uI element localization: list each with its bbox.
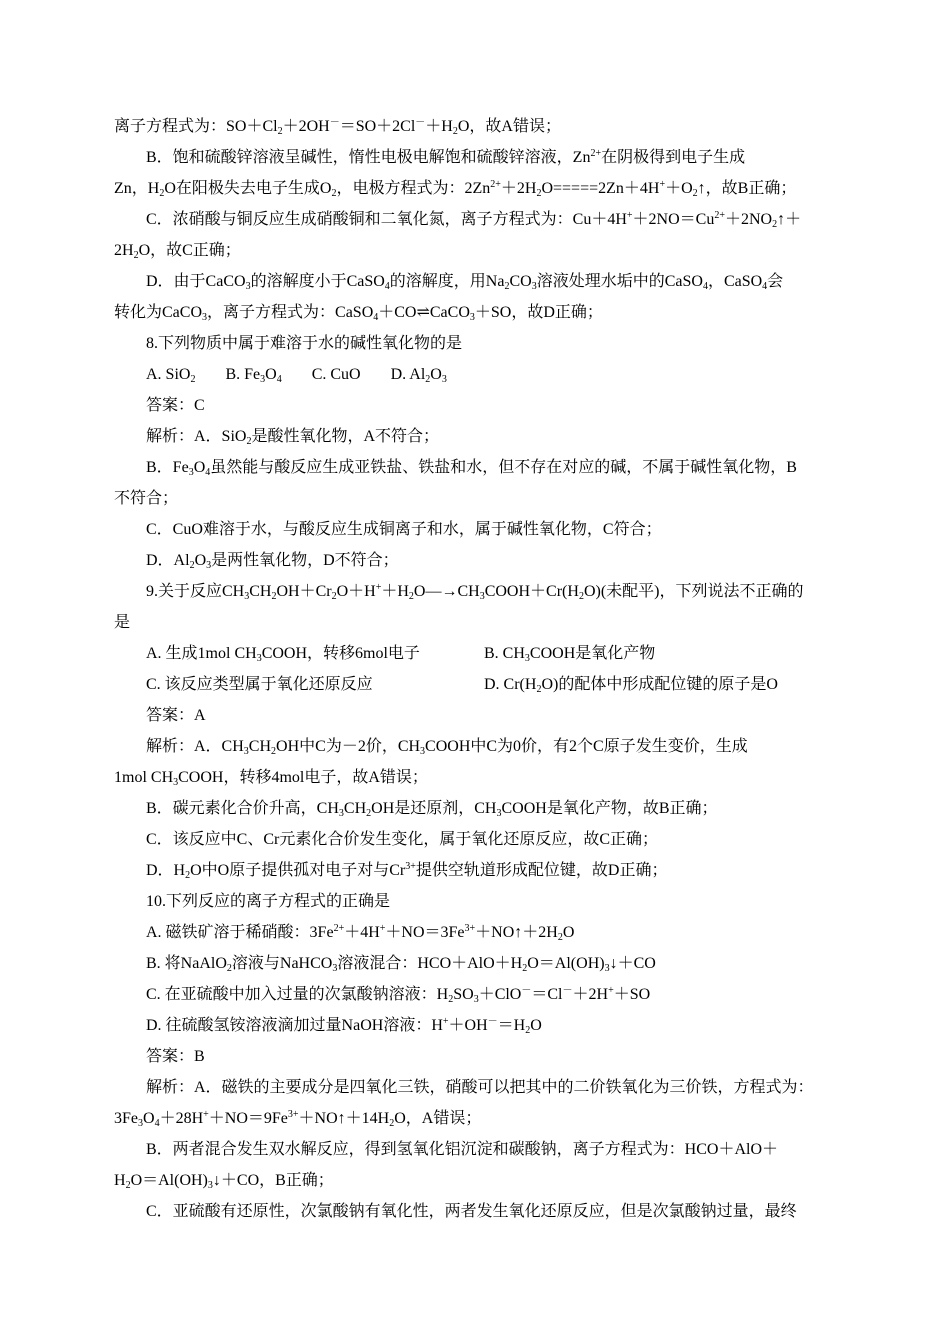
text-line: C．亚硫酸有还原性，次氯酸钠有氧化性，两者发生氧化还原反应，但是次氯酸钠过量，最终 — [146, 1203, 797, 1220]
text-line: 转化为CaCO$_3$，离子方程式为：CaSO$_4$＋CO⇌CaCO$_3$＋SO，故D正确； — [114, 304, 603, 323]
text-line: D．$H_2O$中O原子提供孤对电子对与$Cr^{3+}$提供空轨道形成配位键，故D正确； — [146, 861, 668, 881]
text-line: 不符合； — [114, 490, 179, 507]
text-line: 1mol $CH_3COOH$，转移4mol电子，故A错误； — [114, 769, 428, 788]
text-line: 答案：C — [146, 397, 205, 414]
text-line: A. SiO$_2$ B. $Fe_3O_4$ C. CuO D. $Al_2O_3$ — [146, 366, 447, 385]
text-line: C. 该反应类型属于氧化还原反应 D. $Cr(H_2O)$的配体中形成配位键的原子是O — [146, 676, 778, 695]
text-line: C．浓硝酸与铜反应生成硝酸铜和二氧化氮，离子方程式为：$Cu+4H^++2NO=Cu^{2+}+2NO_2↑+$ — [146, 210, 802, 230]
text-line: Zn，$H_2O$在阳极失去电子生成$O_2$，电极方程式为：$2Zn^{2+}+2H_2O=====2Zn+4H^++O_2↑$，故B正确； — [114, 179, 797, 199]
text-line: 解析：A．SiO$_2$是酸性氧化物，A不符合； — [146, 428, 440, 447]
text-line: 10.下列反应的离子方程式的正确是 — [146, 893, 391, 910]
text-line: C．CuO难溶于水，与酸反应生成铜离子和水，属于碱性氧化物，C符合； — [146, 521, 662, 538]
text-line: B．饱和硫酸锌溶液呈碱性，惰性电极电解饱和硫酸锌溶液，$Zn^{2+}$在阴极得到电子生成 — [146, 148, 746, 166]
text-line: B. 将NaAlO$_2$溶液与NaHCO$_3$溶液混合：$HCO+AlO+H_2O=Al(OH)_3↓+CO$ — [146, 955, 656, 974]
text-line: B．碳元素化合价升高，$CH_3CH_2OH$是还原剂，$CH_3COOH$是氧化产物，故B正确； — [146, 800, 718, 819]
text-line: C．该反应中C、Cr元素化合价发生变化，属于氧化还原反应，故C正确； — [146, 831, 659, 848]
text-line: B．两者混合发生双水解反应，得到氢氧化铝沉淀和碳酸钠，离子方程式为：HCO＋AlO＋ — [146, 1141, 779, 1158]
text-line: D. 往硫酸氢铵溶液滴加过量NaOH溶液：$H^++OH^-=H_2O$ — [146, 1016, 542, 1036]
text-line: A. 磁铁矿溶于稀硝酸：$3Fe^{2+}+4H^++NO=3Fe^{3+}+NO↑+2H_2O$ — [146, 923, 575, 943]
text-line: D．$Al_2O_3$是两性氧化物，D不符合； — [146, 552, 399, 571]
text-line: $3Fe_3O_4+28H^++NO=9Fe^{3+}+NO↑+14H_2O$，A错误； — [114, 1109, 482, 1129]
text-line: 9.关于反应$CH_3CH_2OH+Cr_2O+H^++H_2O—\to CH_3COOH+Cr(H_2O)$(未配平)，下列说法不正确的 — [146, 582, 804, 602]
text-line: $H_2O=Al(OH)_3↓+CO$，B正确； — [114, 1172, 334, 1191]
text-line: D．由于CaCO$_3$的溶解度小于CaSO$_4$的溶解度，用$Na_2CO_3$溶液处理水垢中的CaSO$_4$，CaSO$_4$会 — [146, 273, 784, 292]
text-line: 答案：B — [146, 1048, 205, 1065]
text-line: 答案：A — [146, 707, 206, 724]
text-line: 8.下列物质中属于难溶于水的碱性氧化物的是 — [146, 335, 463, 352]
text-line: C. 在亚硫酸中加入过量的次氯酸钠溶液：$H_2SO_3+ClO^-=Cl^-+2H^++SO$ — [146, 985, 651, 1005]
text-line: 解析：A．磁铁的主要成分是四氧化三铁，硝酸可以把其中的二价铁氧化为三价铁，方程式为： — [146, 1079, 814, 1096]
text-line: 是 — [114, 614, 131, 631]
text-line: 离子方程式为：$SO+Cl_2+2OH^-=SO+2Cl^-+H_2O$，故A错误； — [114, 117, 561, 137]
text-line: $2H_2O$，故C正确； — [114, 242, 241, 261]
text-line: B．$Fe_3O_4$虽然能与酸反应生成亚铁盐、铁盐和水，但不存在对应的碱，不属于碱性氧化物，B — [146, 459, 797, 478]
text-line: 解析：A．$CH_3CH_2OH$中C为－2价，$CH_3COOH$中C为0价，有2个C原子发生变价，生成 — [146, 738, 748, 757]
text-line: A. 生成1mol $CH_3COOH$，转移6mol电子 B. $CH_3COOH$是氧化产物 — [146, 645, 656, 664]
